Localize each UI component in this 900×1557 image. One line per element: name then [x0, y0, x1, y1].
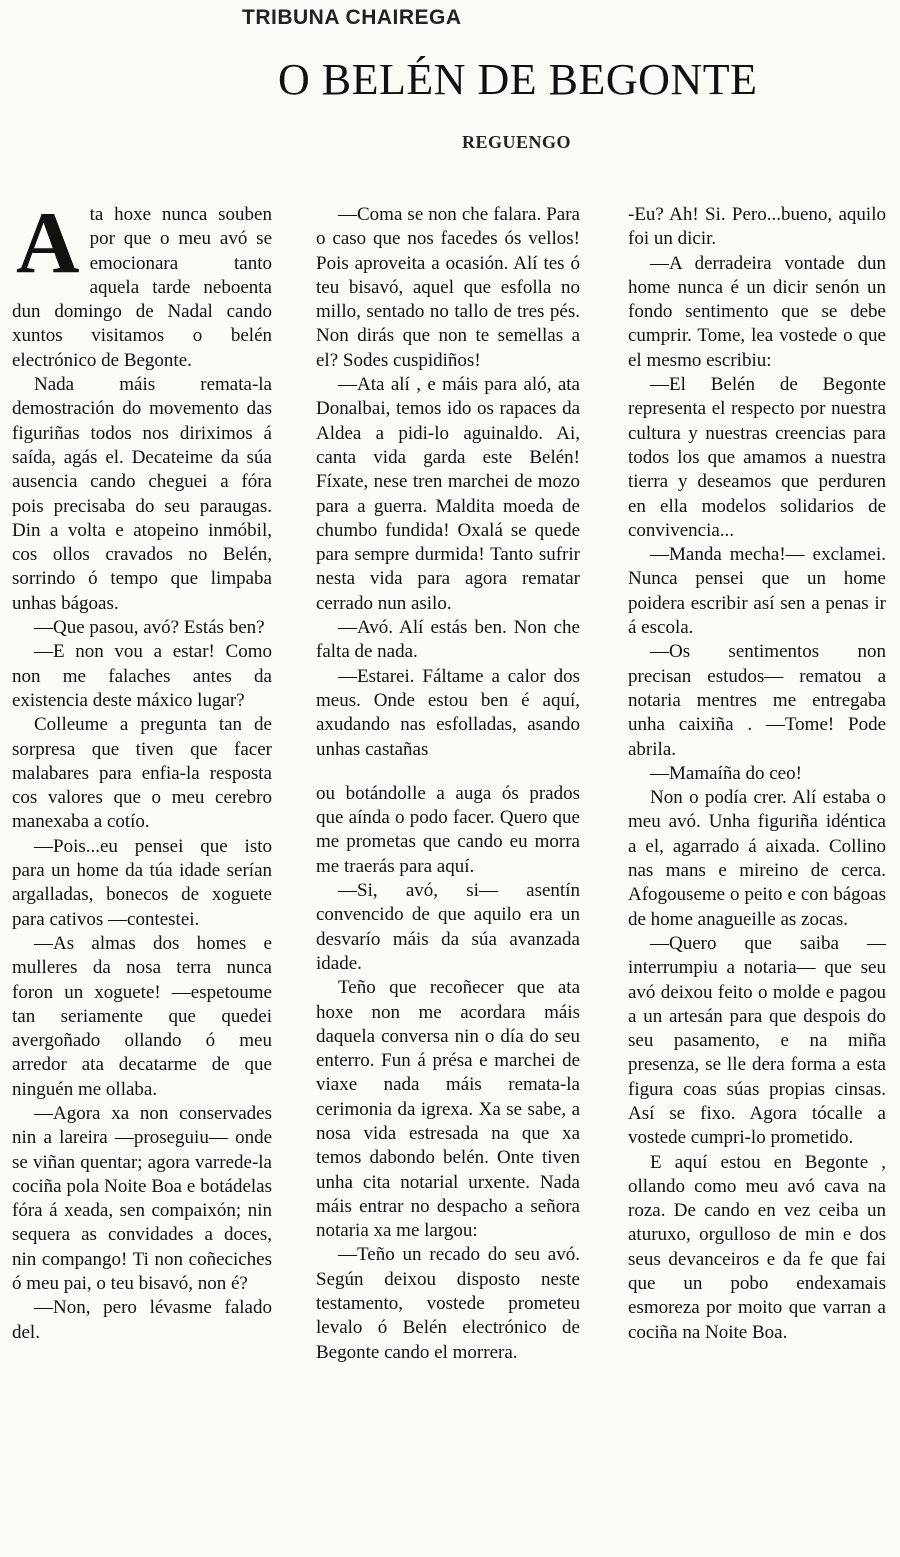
article-paragraph: —Agora xa non conservades nin a lareira —proseguiu— onde se viñan quentar; agora varrede-la cociña pola Noite Boa e botádelas fóra á xeada, sen compaixón; nin sequera as convidades a doces, nin compango! Ti non coñeciches ó meu pai, o teu bisavó, non é? — [12, 1102, 272, 1295]
section-label: TRIBUNA CHAIREGA — [242, 6, 462, 29]
article-paragraph: Ata hoxe nunca souben por que o meu avó se emocionara tanto aquela tarde neboenta dun domingo de Nadal cando xuntos visitamos o belén electrónico de Begonte. — [12, 195, 272, 371]
article-paragraph: —Mamaíña do ceo! — [650, 762, 802, 784]
article-paragraph: —Teño un recado do seu avó. Según deixou disposto neste testamento, vostede prometeu levalo ó Belén electrónico de Begonte cando el morrera. — [316, 1244, 580, 1363]
article-column-3 — [628, 203, 886, 1345]
article-paragraph: —Estarei. Fáltame a calor dos meus. Onde estou ben é aquí, axudando nas esfolladas, asando unhas castañas — [316, 665, 580, 760]
article-paragraph: Colleume a pregunta tan de sorpresa que tiven que facer malabares para enfia-la resposta cos valores que o meu cerebro manexaba a cotío. — [12, 714, 272, 833]
article-paragraph: -Eu? Ah! Si. Pero...bueno, aquilo foi un dicir. — [628, 204, 886, 250]
article-paragraph: —Non, pero lévasme falado del. — [12, 1297, 272, 1343]
article-paragraph: —Os sentimentos non precisan estudos— rematou a notaria mentres me entregaba unha caixiña . —Tome! Pode abrila. — [628, 641, 886, 760]
article-paragraph: —A derradeira vontade dun home nunca é un dicir senón un fondo sentimento que se debe cumprir. Tome, lea vostede o que el mesmo escribiu: — [628, 252, 886, 371]
article-paragraph: —Si, avó, si— asentín convencido de que aquilo era un desvarío máis da súa avanzada idade. — [316, 880, 580, 974]
article-paragraph: —Manda mecha!— exclamei. Nunca pensei que un home poidera escribir así sen a penas ir á escola. — [628, 544, 886, 639]
article-column-2 — [316, 203, 580, 1365]
article-paragraph: Non o podía crer. Alí estaba o meu avó. Unha figuriña idéntica a el, agarrado á aixada. Collino nas mans e mireino de cerca. Afogouseme o peito e con bágoas de home anagueille as zocas. — [628, 787, 886, 930]
article-byline: REGUENGO — [462, 132, 572, 152]
article-paragraph: ou botándolle a auga ós prados que aínda o podo facer. Quero que me prometas que cando eu morra me traerás para aquí. — [316, 782, 580, 877]
article-column-1 — [12, 195, 272, 1345]
article-paragraph: —Ata alí , e máis para aló, ata Donalbai, temos ido os rapaces da Aldea a pidi-lo aguinaldo. Ai, canta vida garda este Belén! Fíxate, nese tren marchei de mozo para a guerra. Maldita moeda de chumbo fundida! Oxalá se quede para sempre durmida! Tanto sufrir nesta vida para agora rematar cerrado nun asilo. — [316, 374, 580, 614]
article-paragraph: —Pois...eu pensei que isto para un home da túa idade serían argalladas, bonecos de xoguete para cativos —contestei. — [12, 835, 272, 930]
clipping-gap — [316, 762, 580, 782]
article-paragraph: —El Belén de Begonte representa el respecto por nuestra cultura y nuestras creencias para todos los que amamos a nuestra tierra y deseamos que perduren en ella modelos solidarios de convivencia... — [628, 374, 886, 541]
drop-cap: A — [16, 195, 80, 292]
article-headline: O BELÉN DE BEGONTE — [278, 55, 758, 104]
article-paragraph: —Que pasou, avó? Estás ben? — [34, 617, 265, 639]
article-paragraph: —As almas dos homes e mulleres da nosa terra nunca foron un xoguete! —espetoume tan seriamente que quedei avergoñado ollando ó meu arredor ata decatarme de que ninguén me ollaba. — [12, 932, 272, 1100]
article-paragraph: Nada máis remata-la demostración do movemento das figuriñas todos nos diriximos á saída, agás el. Decateime da súa ausencia cando cheguei a fóra pois precisaba do seu paraugas. Din a volta e atopeino inmóbil, cos ollos cravados no Belén, sorrindo ó tempo que limpaba unhas bágoas. — [12, 374, 272, 614]
article-paragraph: E aquí estou en Begonte , ollando como meu avó cava na roza. De cando en vez ceiba un aturuxo, orgulloso de min e dos seus devanceiros e da fe que fai que un pobo endexamais esmoreza por moito que varran a cociña na Noite Boa. — [628, 1151, 886, 1343]
article-paragraph: —Avó. Alí estás ben. Non che falta de nada. — [316, 617, 580, 663]
article-paragraph: —Coma se non che falara. Para o caso que nos facedes ós vellos! Pois aproveita a ocasión. Alí tes ó teu bisavó, aquel que esfolla no millo, sentado no tallo de tres pés. Non dirás que non te semellas a el? Sodes cuspidiños! — [316, 204, 580, 371]
article-paragraph: —E non vou a estar! Como non me falaches antes da existencia deste máxico lugar? — [12, 641, 272, 711]
article-paragraph: —Quero que saiba —interrumpiu a notaria— que seu avó deixou feito o molde e pagou a un artesán para que despois do seu pasamento, e na miña presenza, se lle dera forma a esta figura coas súas propias cinsas. Así se fixo. Agora tócalle a vostede cumpri-lo prometido. — [628, 932, 886, 1149]
article-paragraph: Teño que recoñecer que ata hoxe non me acordara máis daquela conversa nin o día do seu enterro. Fun á présa e marchei de viaxe nada máis remata-la cerimonia da igrexa. Xa se sabe, a nosa vida estresada na que xa temos dabondo belén. Onte tiven unha cita notarial urxente. Nada máis entrar no despacho a señora notaria xa me largou: — [316, 977, 580, 1242]
